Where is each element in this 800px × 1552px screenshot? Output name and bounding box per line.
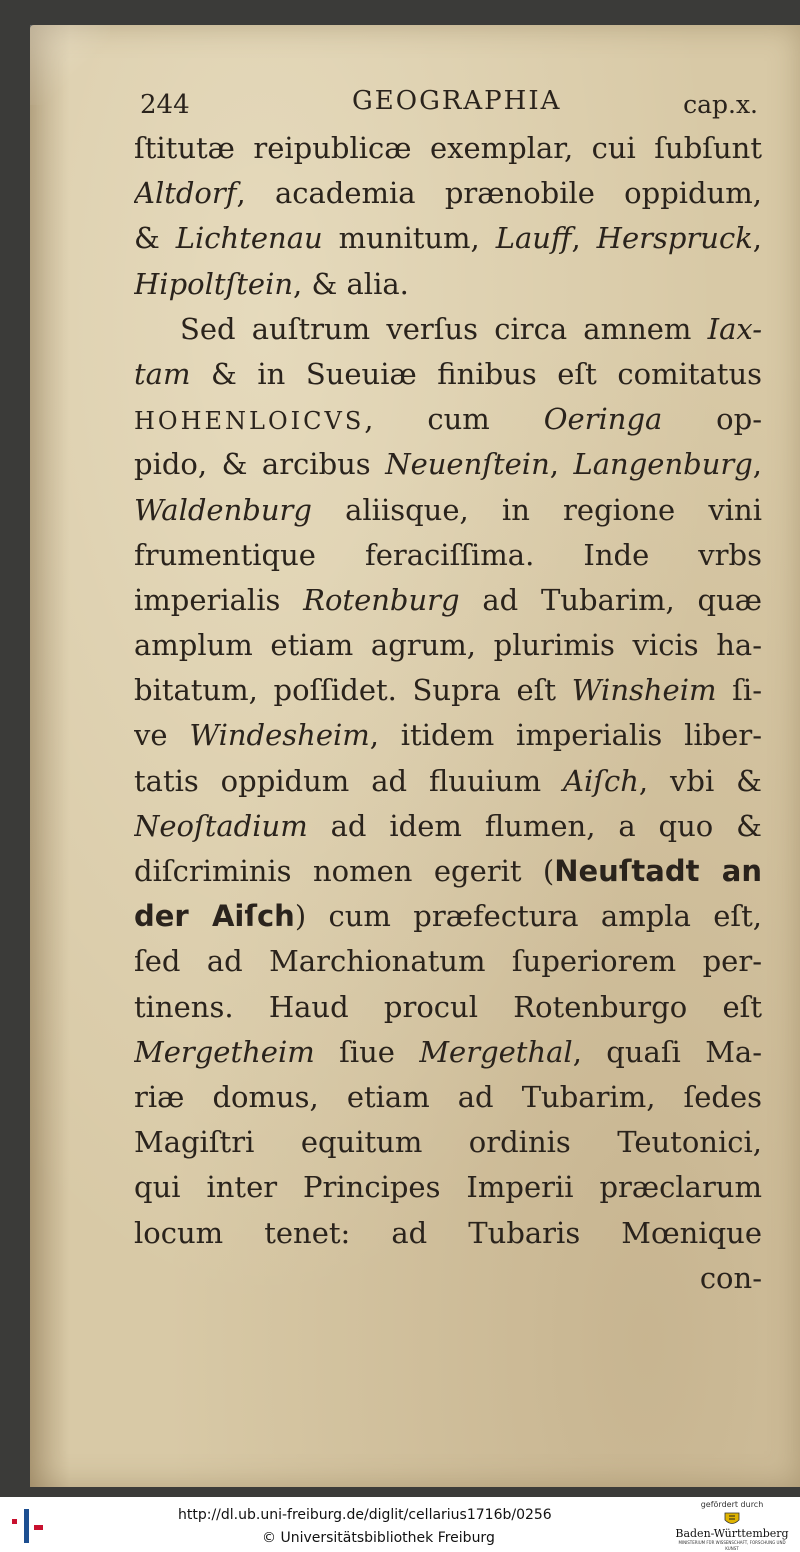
text-segment: Windesheim <box>189 718 370 753</box>
ministry-name: MINISTERIUM FÜR WISSENSCHAFT, FORSCHUNG UND KUNST <box>678 1540 786 1551</box>
text-segment: ve <box>134 718 190 753</box>
text-segment: , <box>571 221 597 256</box>
text-segment: diſcriminis nomen egerit ( <box>134 854 555 888</box>
text-segment: riæ domus, etiam ad Tubarim, ſedes <box>134 1079 762 1114</box>
text-segment: Langenburg <box>573 447 753 482</box>
text-segment: , <box>752 221 762 256</box>
text-segment: , vbi & <box>638 763 762 798</box>
text-segment: ſed ad Marchionatum ſuperiorem per- <box>134 944 762 979</box>
text-segment: Oeringa <box>543 402 663 437</box>
text-segment: tatis oppidum ad fluuium <box>134 763 564 798</box>
text-segment: , <box>549 447 574 482</box>
sponsor-name: Baden-Württemberg <box>675 1527 789 1540</box>
text-line <box>134 488 762 533</box>
text-line <box>134 442 762 487</box>
text-segment: Iax- <box>707 311 762 346</box>
text-line <box>134 668 762 713</box>
text-segment: HOHENLOICVS <box>134 407 365 436</box>
text-segment: , & alia. <box>293 266 409 301</box>
text-segment: Rotenburg <box>303 582 460 617</box>
text-segment: , itidem imperialis liber- <box>369 718 762 753</box>
text-segment: ſi- <box>716 673 762 708</box>
text-line <box>134 985 762 1030</box>
text-line <box>134 1120 762 1165</box>
text-segment: amplum etiam agrum, plurimis vicis ha- <box>134 628 762 663</box>
text-segment: aliisque, in regione vini <box>311 492 762 527</box>
text-segment: Mergethal <box>419 1034 573 1069</box>
library-logo-icon <box>10 1505 46 1545</box>
text-line <box>134 713 762 758</box>
text-segment: imperialis <box>134 582 304 617</box>
text-segment: ſiue <box>314 1034 420 1069</box>
chapter-label: cap.x. <box>683 90 758 119</box>
text-segment: Herspruck <box>596 221 753 256</box>
body-text <box>134 126 762 1301</box>
text-segment: Neuſtadt an <box>554 854 762 888</box>
text-segment: , quaſi Ma- <box>572 1034 762 1069</box>
text-line <box>134 1075 762 1120</box>
text-segment: ad idem flumen, a quo & <box>307 808 762 843</box>
text-segment: bitatum, poſſidet. Supra eſt <box>134 673 572 708</box>
coat-of-arms-icon <box>721 1511 743 1527</box>
text-line <box>134 1030 762 1075</box>
text-segment: con- <box>699 1260 762 1295</box>
text-segment: ſtitutæ reipublicæ exemplar, cui ſubſunt <box>134 131 762 165</box>
text-segment: Hipoltſtein <box>134 266 294 301</box>
text-line <box>134 216 762 261</box>
text-segment: Winsheim <box>571 673 717 708</box>
text-segment: op- <box>662 402 762 437</box>
text-line <box>134 804 762 849</box>
page-number: 244 <box>140 90 190 120</box>
text-segment: Neoſtadium <box>134 808 308 843</box>
text-line <box>134 397 762 442</box>
text-line <box>134 939 762 984</box>
text-segment: der Aiſch <box>134 899 295 934</box>
text-segment: Sed auſtrum verſus circa amnem <box>180 311 708 346</box>
text-segment: qui inter Principes Imperii præclarum <box>134 1170 762 1205</box>
text-segment: Altdorf <box>134 176 237 211</box>
text-segment: Magiſtri equitum ordinis Teutonici, <box>134 1125 762 1160</box>
copyright-notice: © Universitätsbibliothek Freiburg <box>262 1530 495 1546</box>
text-segment: & in Sueuiæ finibus eſt comitatus <box>190 356 762 391</box>
text-segment: ) cum præfectura ampla eſt, <box>294 899 762 934</box>
sponsor-badge <box>672 1499 792 1549</box>
text-segment: tinens. Haud procul Rotenburgo eſt <box>134 989 762 1024</box>
text-line <box>134 1256 762 1301</box>
running-header <box>140 82 758 122</box>
viewer-footer <box>0 1497 800 1552</box>
text-line <box>134 849 762 894</box>
text-segment: ad Tubarim, quæ <box>459 582 762 617</box>
text-line <box>134 307 762 352</box>
document-url[interactable]: http://dl.ub.uni-freiburg.de/diglit/cellarius1716b/0256 <box>178 1507 552 1523</box>
page-corner-fold <box>30 25 110 105</box>
text-segment: locum tenet: ad Tubaris Mœnique <box>134 1215 762 1250</box>
text-line <box>134 1211 762 1256</box>
text-segment: , cum <box>364 402 544 437</box>
text-line <box>134 352 762 397</box>
text-segment: Mergetheim <box>134 1034 315 1069</box>
text-line <box>134 533 762 578</box>
text-line <box>134 262 762 307</box>
text-segment: , <box>752 447 762 482</box>
funded-by-label: gefördert durch <box>700 1500 764 1509</box>
text-segment: , academia prænobile oppidum, <box>236 176 762 211</box>
text-segment: munitum, <box>322 221 496 256</box>
text-line <box>134 171 762 216</box>
text-segment: pido, & arcibus <box>134 447 386 482</box>
text-segment: Lichtenau <box>175 221 323 256</box>
text-segment: tam <box>134 356 191 391</box>
text-segment: Aiſch <box>563 763 639 798</box>
text-segment: & <box>134 221 176 256</box>
text-line <box>134 759 762 804</box>
text-segment: Neuenſtein <box>385 447 550 482</box>
text-line <box>134 126 762 171</box>
text-segment: Lauff <box>495 221 572 256</box>
text-line <box>134 894 762 939</box>
running-title: GEOGRAPHIA <box>352 86 562 116</box>
text-segment: frumentique feraciſſima. Inde vrbs <box>134 537 762 572</box>
text-segment: Waldenburg <box>134 492 312 527</box>
text-line <box>134 578 762 623</box>
text-line <box>134 1165 762 1210</box>
text-line <box>134 623 762 668</box>
